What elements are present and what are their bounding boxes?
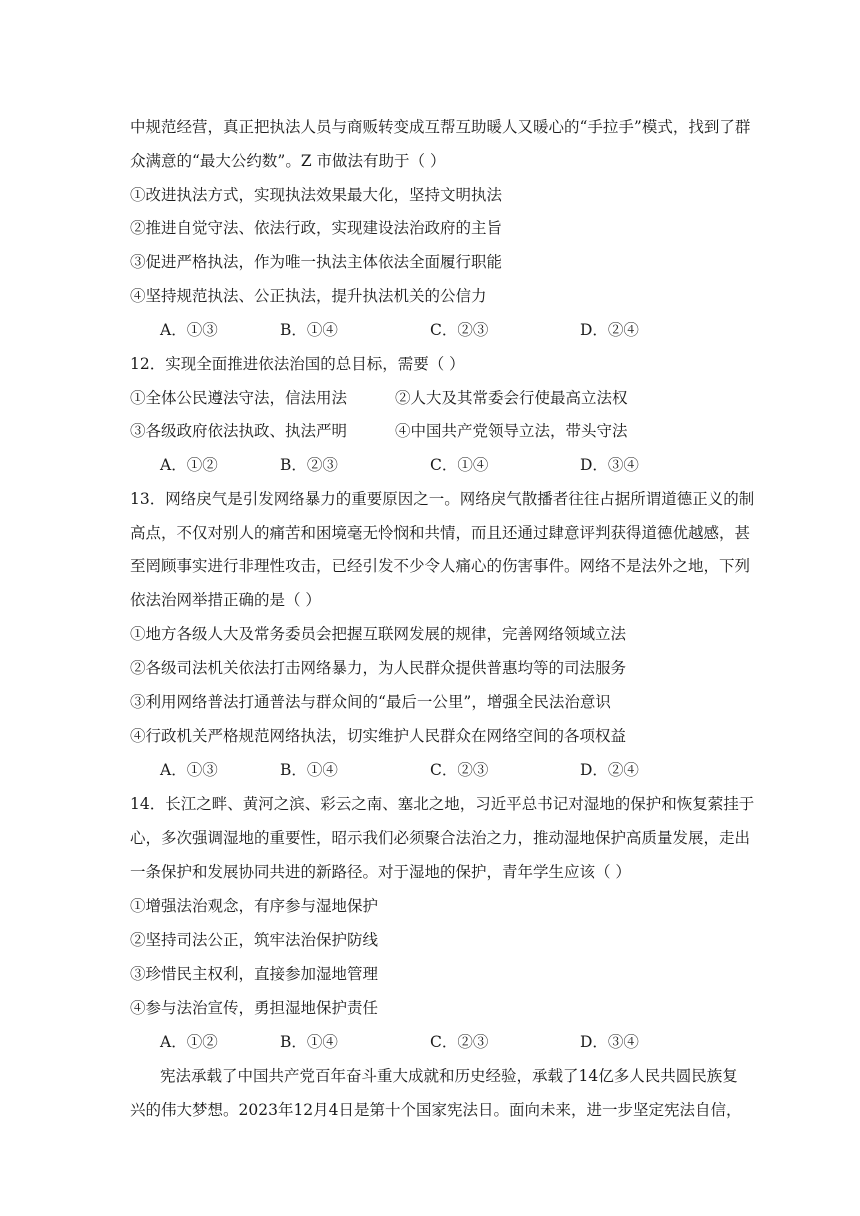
option-b[interactable]: B．①④: [280, 1033, 338, 1051]
option-a[interactable]: A．①②: [160, 456, 218, 474]
option-b[interactable]: B．②③: [280, 456, 338, 474]
q13-stem-line: 13．网络戾气是引发网络暴力的重要原因之一。网络戾气散播者往往占据所谓道德正义的制: [130, 490, 755, 508]
q11-statement-4: ④坚持规范执法、公正执法，提升执法机关的公信力: [130, 287, 487, 305]
q11-statement-3: ③促进严格执法，作为唯一执法主体依法全面履行职能: [130, 253, 503, 271]
q14-statement-4: ④参与法治宣传，勇担湿地保护责任: [130, 999, 379, 1017]
option-d[interactable]: D．③④: [580, 456, 639, 474]
option-c[interactable]: C．②③: [430, 1033, 489, 1051]
q13-statement-4: ④行政机关严格规范网络执法，切实维护人民群众在网络空间的各项权益: [130, 727, 627, 745]
q11-statement-1: ①改进执法方式，实现执法效果最大化，坚持文明执法: [130, 186, 503, 204]
option-a[interactable]: A．①③: [160, 321, 218, 339]
q12-statements-row2: [130, 421, 730, 441]
q13-stem-line: 高点，不仅对别人的痛苦和困境毫无怜悯和共情，而且还通过肆意评判获得道德优越感，甚: [130, 524, 751, 542]
option-a[interactable]: A．①②: [160, 1033, 218, 1051]
q13-stem-line: 至罔顾事实进行非理性攻击，已经引发不少令人痛心的伤害事件。网络不是法外之地，下列: [130, 557, 751, 575]
q12-statements-row1: [130, 388, 730, 408]
q13-statement-1: ①地方各级人大及常务委员会把握互联网发展的规律，完善网络领域立法: [130, 625, 627, 643]
q13-stem-line: 依法治网举措正确的是（ ）: [130, 591, 321, 609]
passage-line: 宪法承载了中国共产党百年奋斗重大成就和历史经验，承载了14亿多人民共圆民族复: [160, 1067, 738, 1085]
option-d[interactable]: D．③④: [580, 1033, 639, 1051]
q11-statement-2: ②推进自觉守法、依法行政，实现建设法治政府的主旨: [130, 219, 503, 237]
q14-stem-line: 14．长江之畔、黄河之滨、彩云之南、塞北之地，习近平总书记对湿地的保护和恢复萦挂于: [130, 795, 755, 813]
q14-options: [130, 1032, 730, 1052]
option-d[interactable]: D．②④: [580, 761, 639, 779]
passage-line: 兴的伟大梦想。2023年12月4日是第十个国家宪法日。面向未来，进一步坚定宪法自信，: [130, 1101, 742, 1119]
q14-statement-1: ①增强法治观念，有序参与湿地保护: [130, 897, 379, 915]
q14-stem-line: 心，多次强调湿地的重要性，昭示我们必须聚合法治之力，推动湿地保护高质量发展，走出: [130, 829, 751, 847]
q12-options: [130, 455, 730, 475]
q14-stem-line: 一条保护和发展协同共进的新路径。对于湿地的保护，青年学生应该（ ）: [130, 863, 631, 881]
q11-text-line: 中规范经营，真正把执法人员与商贩转变成互帮互助暖人又暖心的“手拉手”模式，找到了群: [130, 118, 751, 136]
q13-options: [130, 760, 730, 780]
q11-text-line: 众满意的“最大公约数”。Z 市做法有助于（ ）: [130, 152, 446, 170]
q11-options: [130, 320, 730, 340]
option-b[interactable]: B．①④: [280, 761, 338, 779]
option-c[interactable]: C．①④: [430, 456, 489, 474]
q12-statement-2: ②人大及其常委会行使最高立法权: [395, 389, 628, 407]
q12-stem: 12．实现全面推进依法治国的总目标，需要（ ）: [130, 355, 465, 373]
q13-statement-2: ②各级司法机关依法打击网络暴力，为人民群众提供普惠均等的司法服务: [130, 659, 627, 677]
option-a[interactable]: A．①③: [160, 761, 218, 779]
q12-statement-4: ④中国共产党领导立法，带头守法: [395, 422, 628, 440]
option-b[interactable]: B．①④: [280, 321, 338, 339]
q13-statement-3: ③利用网络普法打通普法与群众间的“最后一公里”，增强全民法治意识: [130, 693, 611, 711]
option-c[interactable]: C．②③: [430, 321, 489, 339]
option-d[interactable]: D．②④: [580, 321, 639, 339]
q12-statement-3: ③各级政府依法执政、执法严明: [130, 422, 348, 440]
option-c[interactable]: C．②③: [430, 761, 489, 779]
q14-statement-3: ③珍惜民主权利，直接参加湿地管理: [130, 965, 379, 983]
q14-statement-2: ②坚持司法公正，筑牢法治保护防线: [130, 931, 379, 949]
q12-statement-1: ①全体公民遵法守法，信法用法: [130, 389, 348, 407]
